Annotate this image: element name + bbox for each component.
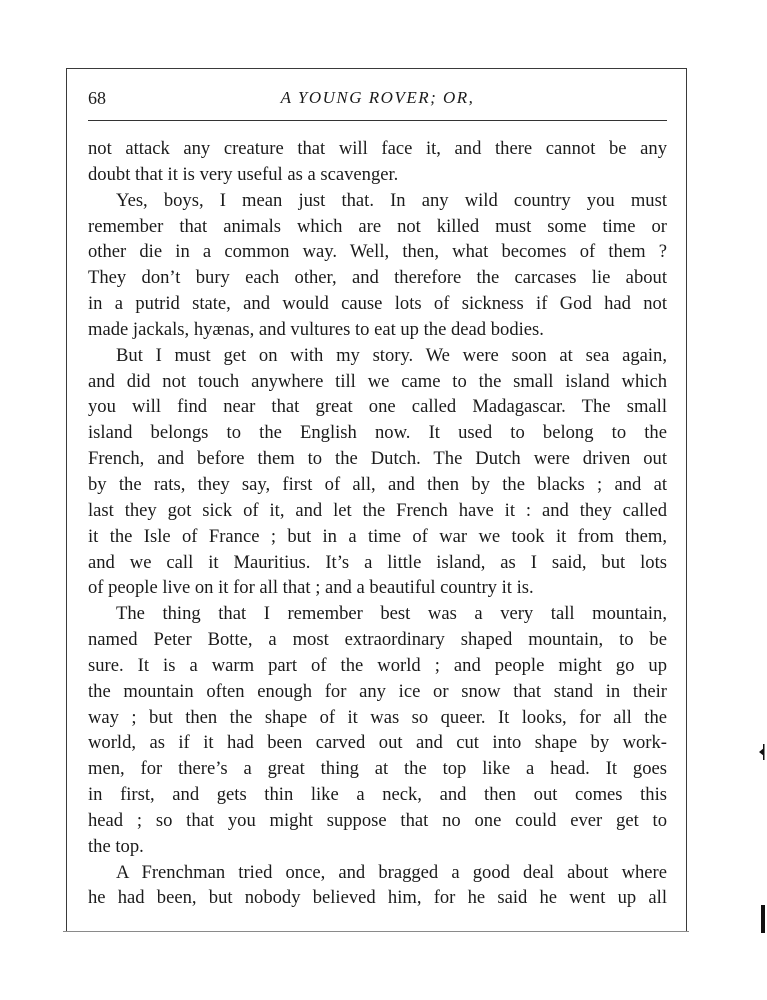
text-line: A Frenchman tried once, and bragged a good deal about where: [116, 861, 667, 883]
text-line: The thing that I remember best was a very tall mountain,: [116, 603, 667, 625]
text-line: the top.: [88, 835, 144, 857]
text-line: of people live on it for all that ; and a beautiful country it is.: [88, 577, 534, 599]
text-line: head ; so that you might suppose that no one could ever get to: [88, 809, 667, 831]
page-number: 68: [88, 88, 106, 108]
text-line: the mountain often enough for any ice or snow that stand in their: [88, 680, 667, 702]
text-line: in first, and gets thin like a neck, and then out comes this: [88, 784, 667, 806]
text-line: men, for there’s a great thing at the top like a head. It goes: [88, 758, 667, 780]
text-line: They don’t bury each other, and therefore the carcases lie about: [88, 267, 667, 289]
text-line: other die in a common way. Well, then, what becomes of them ?: [88, 241, 667, 263]
text-line: But I must get on with my story. We were soon at sea again,: [116, 344, 667, 366]
page-border-shadow: [63, 928, 689, 932]
running-title: A YOUNG ROVER; OR,: [280, 88, 475, 107]
text-line: he had been, but nobody believed him, for he said he went up all: [88, 887, 667, 909]
edge-mark: [761, 905, 765, 933]
text-line: last they got sick of it, and let the French have it : and they called: [88, 499, 667, 521]
text-line: and did not touch anywhere till we came to the small island which: [88, 370, 667, 392]
text-line: French, and before them to the Dutch. The Dutch were driven out: [88, 448, 667, 470]
text-line: by the rats, they say, first of all, and then by the blacks ; and at: [88, 473, 667, 495]
margin-mark: [758, 742, 765, 762]
header-rule: [88, 120, 667, 121]
text-line: sure. It is a warm part of the world ; and people might go up: [88, 654, 667, 676]
text-line: world, as if it had been carved out and cut into shape by work-: [88, 732, 667, 754]
text-line: not attack any creature that will face it, and there cannot be any: [88, 138, 667, 159]
text-line: doubt that it is very useful as a scavenger.: [88, 163, 399, 185]
running-head: [88, 85, 667, 115]
text-line: it the Isle of France ; but in a time of war we took it from them,: [88, 525, 667, 547]
text-line: in a putrid state, and would cause lots of sickness if God had not: [88, 293, 667, 315]
text-line: made jackals, hyænas, and vultures to eat up the dead bodies.: [88, 318, 544, 340]
text-line: Yes, boys, I mean just that. In any wild country you must: [116, 189, 667, 211]
text-line: named Peter Botte, a most extraordinary shaped mountain, to be: [88, 629, 667, 651]
text-line: way ; but then the shape of it was so queer. It looks, for all the: [88, 706, 667, 728]
text-line: you will find near that great one called Madagascar. The small: [88, 396, 667, 418]
body-text: [88, 136, 667, 911]
text-line: and we call it Mauritius. It’s a little island, as I said, but lots: [88, 551, 667, 573]
text-line: remember that animals which are not killed must some time or: [88, 215, 667, 237]
text-line: island belongs to the English now. It used to belong to the: [88, 422, 667, 444]
